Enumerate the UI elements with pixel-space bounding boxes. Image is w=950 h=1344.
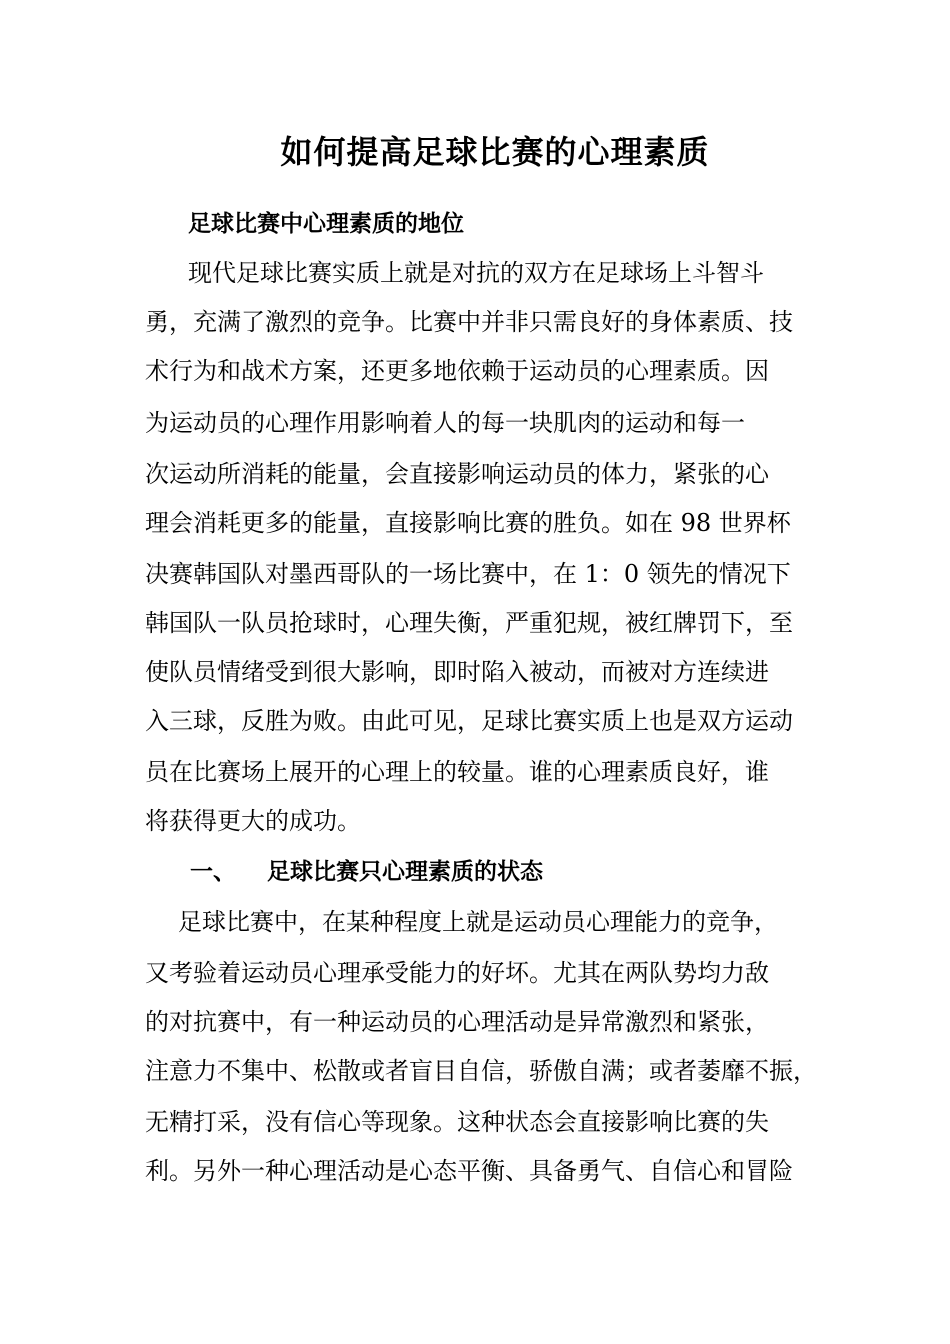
- paragraph-line: 现代足球比赛实质上就是对抗的双方在足球场上斗智斗: [188, 259, 764, 287]
- paragraph-line: 又考验着运动员心理承受能力的好坏。尤其在两队势均力敌: [145, 959, 769, 987]
- section-heading-status: 足球比赛中心理素质的地位: [188, 210, 464, 237]
- paragraph-line: 足球比赛中，在某种程度上就是运动员心理能力的竞争，: [178, 908, 778, 936]
- paragraph-line: 利。另外一种心理活动是心态平衡、具备勇气、自信心和冒险: [145, 1157, 793, 1185]
- paragraph-line: 理会消耗更多的能量，直接影响比赛的胜负。如在 98 世界杯: [145, 509, 791, 537]
- paragraph-line: 勇，充满了激烈的竞争。比赛中并非只需良好的身体素质、技: [145, 308, 793, 336]
- document-title: 如何提高足球比赛的心理素质: [280, 133, 710, 171]
- section-heading-2: [190, 852, 543, 892]
- paragraph-line: 注意力不集中、松散或者盲目自信，骄傲自满；或者萎靡不振，: [145, 1057, 817, 1085]
- paragraph-line: 韩国队一队员抢球时，心理失衡，严重犯规，被红牌罚下，至: [145, 609, 793, 637]
- paragraph-line: 术行为和战术方案，还更多地依赖于运动员的心理素质。因: [145, 357, 769, 385]
- paragraph-line: 为运动员的心理作用影响着人的每一块肌肉的运动和每一: [145, 409, 745, 437]
- section-heading-2-text: 足球比赛只心理素质的状态: [267, 858, 543, 885]
- paragraph-line: 次运动所消耗的能量，会直接影响运动员的体力，紧张的心: [145, 460, 769, 488]
- paragraph-line: 使队员情绪受到很大影响，即时陷入被动，而被对方连续进: [145, 658, 769, 686]
- section-number: 一、: [190, 858, 236, 885]
- paragraph-line: 将获得更大的成功。: [145, 807, 361, 835]
- paragraph-line: 的对抗赛中，有一种运动员的心理活动是异常激烈和紧张，: [145, 1008, 769, 1036]
- paragraph-line: 无精打采，没有信心等现象。这种状态会直接影响比赛的失: [145, 1108, 769, 1136]
- paragraph-line: 入三球，反胜为败。由此可见，足球比赛实质上也是双方运动: [145, 707, 793, 735]
- paragraph-line: 决赛韩国队对墨西哥队的一场比赛中，在 1：0 领先的情况下: [145, 560, 791, 588]
- paragraph-line: 员在比赛场上展开的心理上的较量。谁的心理素质良好，谁: [145, 758, 769, 786]
